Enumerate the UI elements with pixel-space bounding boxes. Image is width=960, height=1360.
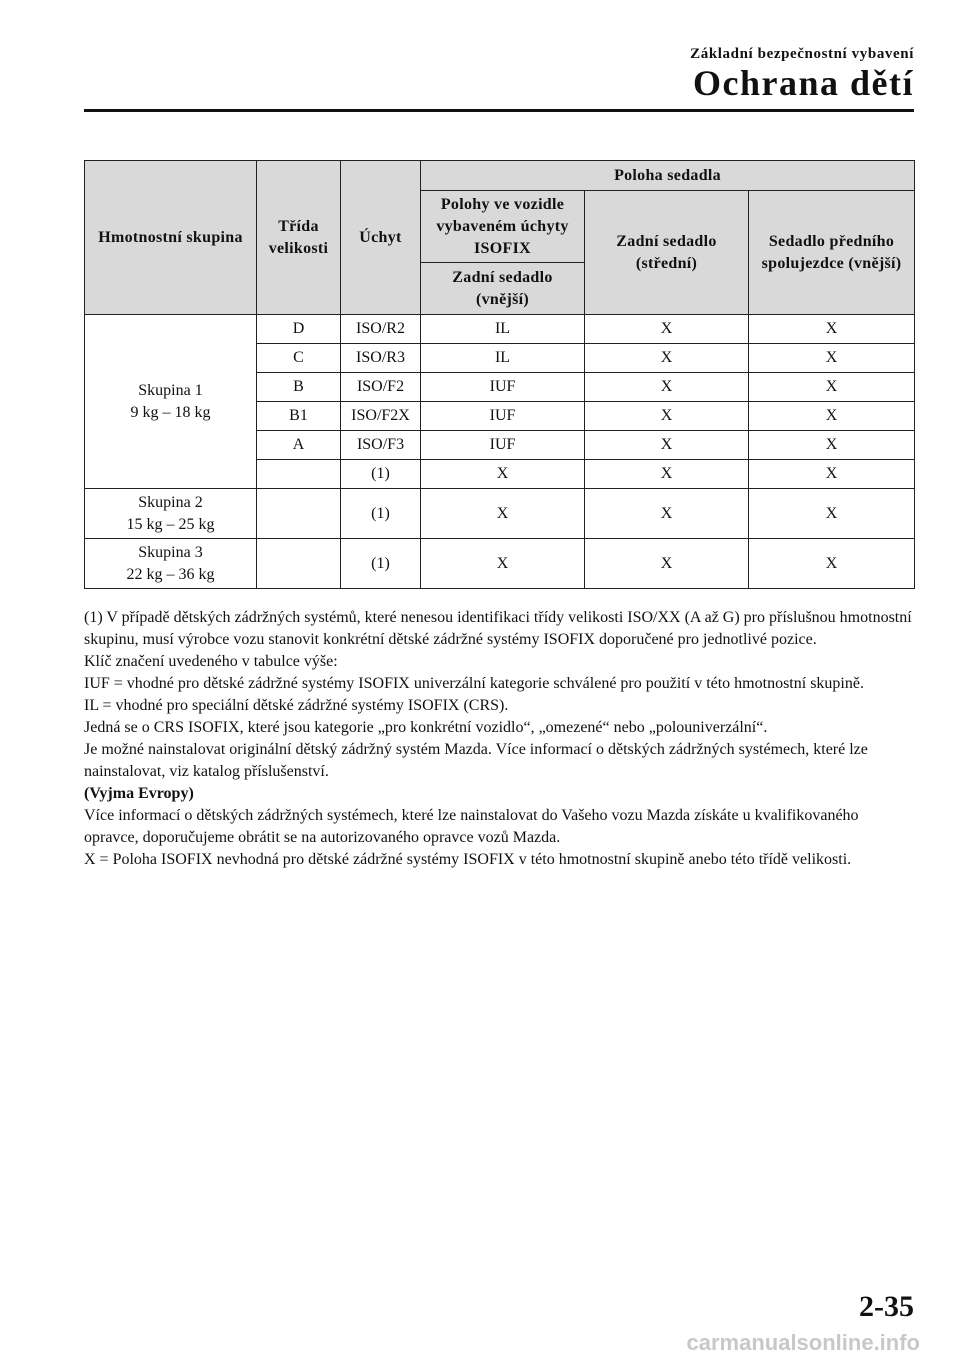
watermark: carmanualsonline.info: [686, 1330, 920, 1355]
front-passenger-cell: X: [749, 373, 915, 402]
rear-outer-cell: IUF: [421, 431, 585, 460]
fixture-cell: (1): [341, 460, 421, 489]
size-class-cell: D: [257, 315, 341, 344]
note-x-meaning: X = Poloha ISOFIX nevhodná pro dětské zádržné systémy ISOFIX v této hmotnostní skupině anebo této třídě velikosti.: [84, 851, 852, 868]
fixture-cell: ISO/F2X: [341, 402, 421, 431]
header-rear-center: Zadní sedadlo (střední): [585, 191, 749, 315]
note-crs-categories: Jedná se o CRS ISOFIX, které jsou kategorie „pro konkrétní vozidlo“, „omezené“ nebo „polouniverzální“.: [84, 719, 768, 736]
size-class-cell: [257, 489, 341, 539]
header-group: Hmotnostní skupina: [85, 161, 257, 315]
rear-center-cell: X: [585, 373, 749, 402]
rear-center-cell: X: [585, 460, 749, 489]
size-class-cell: B: [257, 373, 341, 402]
note-except-europe: (Vyjma Evropy): [84, 785, 194, 802]
note-mazda-original: Je možné nainstalovat originální dětský zádržný systém Mazda. Více informací o dětských zádržných systémech, které lze nainstalovat, viz katalog příslušenství.: [84, 741, 868, 780]
header-rear-outer: Zadní sedadlo (vnější): [421, 263, 585, 315]
group-cell: [85, 315, 257, 489]
size-class-cell: C: [257, 344, 341, 373]
rear-center-cell: X: [585, 344, 749, 373]
note-key-heading: Klíč značení uvedeného v tabulce výše:: [84, 653, 338, 670]
header-front-passenger: Sedadlo předního spolujezdce (vnější): [749, 191, 915, 315]
group-label: Skupina 2: [138, 493, 203, 511]
note-more-info: Více informací o dětských zádržných systémech, které lze nainstalovat do Vašeho vozu Mazda získáte u kvalifikovaného opravce, doporučujeme obrátit se na autorizovaného opravce vozů Mazda.: [84, 807, 859, 846]
rear-outer-cell: IUF: [421, 402, 585, 431]
note-footnote: (1) V případě dětských zádržných systémů, které nenesou identifikaci třídy velikosti ISO/XX (A až G) pro příslušnou hmotnostní skupinu, musí výrobce vozu stanovit konkrétní dětské zádržné systémy ISOFIX doporučené pro jednotlivé pozice.: [84, 609, 912, 648]
front-passenger-cell: X: [749, 539, 915, 589]
front-passenger-cell: X: [749, 344, 915, 373]
rear-center-cell: X: [585, 489, 749, 539]
group-range: 22 kg – 36 kg: [126, 565, 215, 583]
size-class-cell: B1: [257, 402, 341, 431]
front-passenger-cell: X: [749, 315, 915, 344]
rear-outer-cell: X: [421, 489, 585, 539]
section-label: Základní bezpečnostní vybavení: [690, 46, 914, 62]
header-rule: [84, 109, 914, 112]
front-passenger-cell: X: [749, 489, 915, 539]
table-row: [85, 315, 915, 344]
group-range: 15 kg – 25 kg: [126, 515, 215, 533]
fixture-cell: ISO/F2: [341, 373, 421, 402]
front-passenger-cell: X: [749, 402, 915, 431]
rear-center-cell: X: [585, 431, 749, 460]
rear-outer-cell: IL: [421, 315, 585, 344]
size-class-cell: [257, 460, 341, 489]
header-fixture: Úchyt: [341, 161, 421, 315]
rear-outer-cell: IL: [421, 344, 585, 373]
rear-outer-cell: X: [421, 460, 585, 489]
front-passenger-cell: X: [749, 460, 915, 489]
rear-center-cell: X: [585, 402, 749, 431]
fixture-cell: (1): [341, 539, 421, 589]
note-iuf: IUF = vhodné pro dětské zádržné systémy ISOFIX univerzální kategorie schválené pro použití v této hmotnostní skupině.: [84, 675, 864, 692]
page-title: Ochrana dětí: [693, 63, 914, 103]
fixture-cell: (1): [341, 489, 421, 539]
note-il: IL = vhodné pro speciální dětské zádržné systémy ISOFIX (CRS).: [84, 697, 509, 714]
group-label: Skupina 1: [138, 381, 203, 399]
group-label: Skupina 3: [138, 543, 203, 561]
notes-block: [84, 607, 914, 871]
front-passenger-cell: X: [749, 431, 915, 460]
group-cell: [85, 539, 257, 589]
size-class-cell: [257, 539, 341, 589]
group-range: 9 kg – 18 kg: [130, 403, 211, 421]
fixture-cell: ISO/R2: [341, 315, 421, 344]
rear-outer-cell: IUF: [421, 373, 585, 402]
rear-outer-cell: X: [421, 539, 585, 589]
fixture-cell: ISO/F3: [341, 431, 421, 460]
header-isofix-positions: Polohy ve vozidle vybaveném úchyty ISOFIX: [421, 191, 585, 263]
group-cell: [85, 489, 257, 539]
rear-center-cell: X: [585, 539, 749, 589]
header-size-class: Třída velikosti: [257, 161, 341, 315]
fixture-cell: ISO/R3: [341, 344, 421, 373]
table-header-row: [85, 161, 915, 191]
size-class-cell: A: [257, 431, 341, 460]
table-row: [85, 489, 915, 539]
header-seat-position: Poloha sedadla: [421, 161, 915, 191]
table-row: [85, 539, 915, 589]
rear-center-cell: X: [585, 315, 749, 344]
page-number: 2-35: [859, 1290, 914, 1323]
isofix-table: [84, 160, 915, 589]
